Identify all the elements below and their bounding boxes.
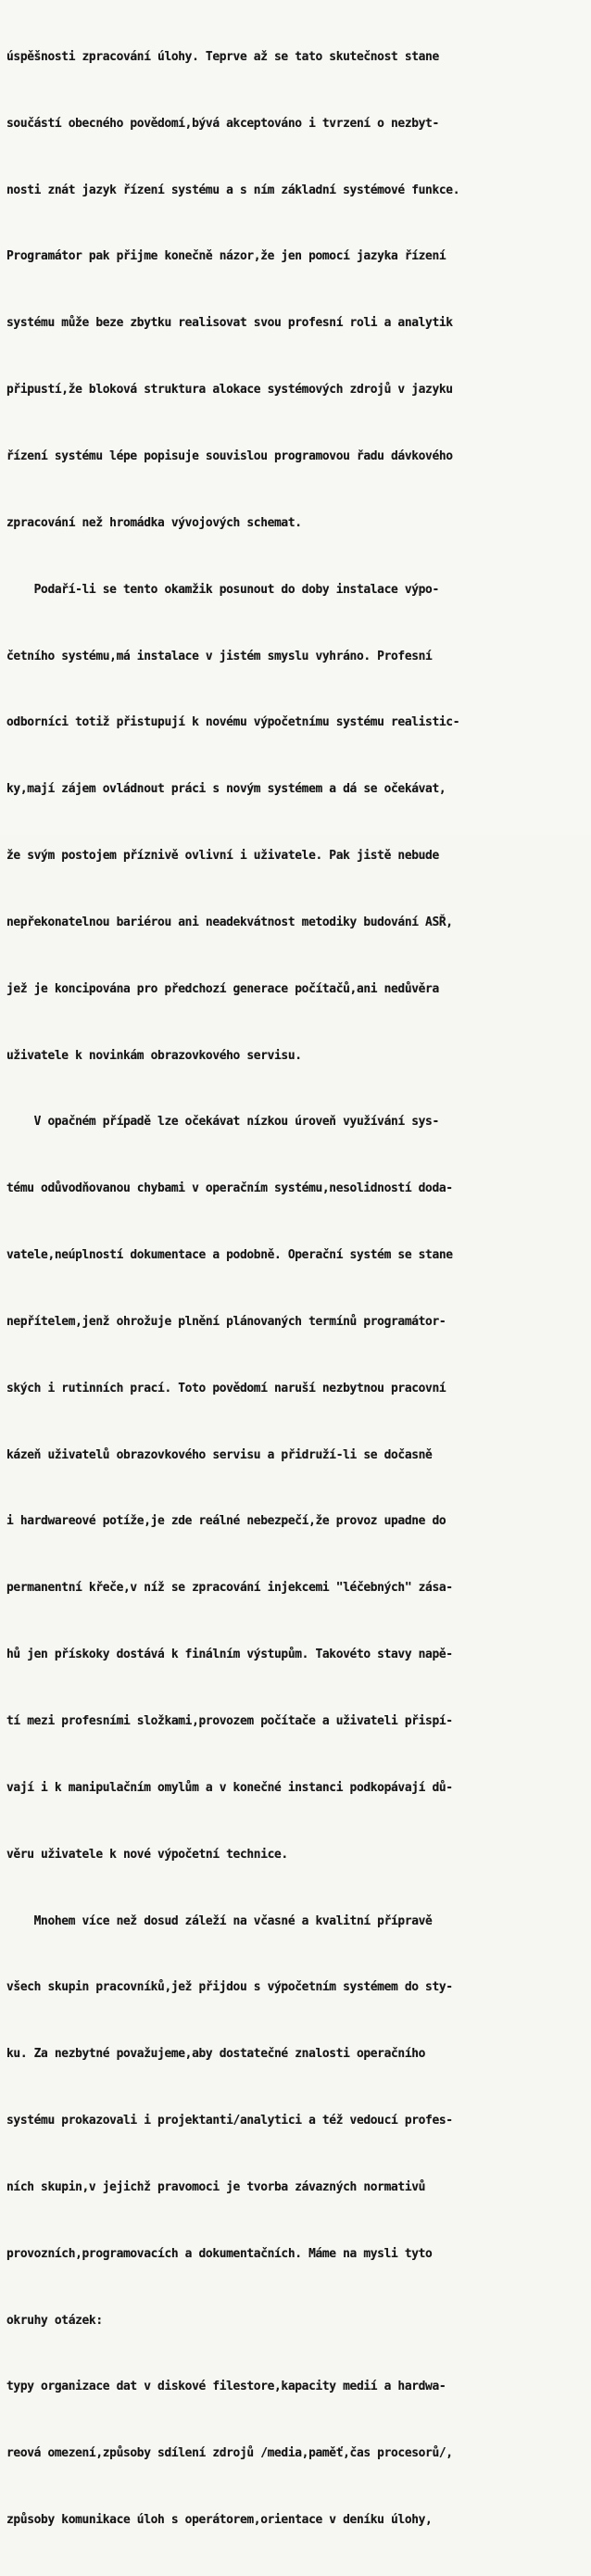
text-line: Mnohem více než dosud záleží na včasné a kvalitní přípravě (6, 1913, 433, 1928)
text-line: nepřítelem,jenž ohrožuje plnění plánovaných termínů programátor- (6, 1314, 446, 1329)
text-line: tému odůvodňovanou chybami v operačním systému,nesolidností doda- (6, 1181, 453, 1196)
text-line: ky,mají zájem ovládnout práci s novým systémem a dá se očekávat, (6, 782, 446, 797)
text-line: hů jen přískoky dostává k finálním výstupům. Takovéto stavy napě- (6, 1648, 453, 1662)
text-line: všech skupin pracovníků,jež přijdou s výpočetním systémem do sty- (6, 1980, 453, 1995)
text-line: vají i k manipulačním omylům a v konečné instanci podkopávají dů- (6, 1780, 453, 1795)
text-line: okruhy otázek: (6, 2313, 103, 2328)
text-line: že svým postojem příznivě ovlivní i uživatele. Pak jistě nebude (6, 849, 439, 864)
text-line: Programátor pak přijme konečně názor,že jen pomocí jazyka řízení (6, 249, 446, 264)
text-line: provozních,programovacích a dokumentačních. Máme na mysli tyto (6, 2246, 433, 2261)
text-line: kázeň uživatelů obrazovkového servisu a přidruží-li se dočasně (6, 1447, 433, 1462)
text-line: řízení systému lépe popisuje souvislou programovou řadu dávkového (6, 448, 453, 463)
text-line: nepřekonatelnou bariérou ani neadekvátnost metodiky budování ASŘ, (6, 915, 453, 929)
text-line: reová omezení,způsoby sdílení zdrojů /media,paměť,čas procesorů/, (6, 2446, 453, 2461)
text-line: systému prokazovali i projektanti/analytici a též vedoucí profes- (6, 2114, 453, 2128)
text-line: ních skupin,v jejichž pravomoci je tvorba závazných normativů (6, 2179, 426, 2194)
text-line: nosti znát jazyk řízení systému a s ním základní systémové funkce. (6, 183, 460, 197)
text-line: vatele,neúplností dokumentace a podobně. Operační systém se stane (6, 1248, 453, 1263)
text-line: ku. Za nezbytné považujeme,aby dostatečné znalosti operačního (6, 2047, 426, 2062)
text-line: tí mezi profesními složkami,provozem počítače a uživateli přispí- (6, 1714, 453, 1728)
text-line: způsoby komunikace úloh s operátorem,orientace v deníku úlohy, (6, 2513, 433, 2528)
text-line: odborníci totiž přistupují k novému výpočetnímu systému realistic- (6, 715, 460, 730)
text-line: Podaří-li se tento okamžik posunout do doby instalace výpo- (6, 582, 439, 597)
text-line: zpracování než hromádka vývojových schemat. (6, 515, 302, 530)
text-line: věru uživatele k nové výpočetní technice. (6, 1847, 288, 1862)
text-line: součástí obecného povědomí,bývá akceptováno i tvrzení o nezbyt- (6, 116, 439, 131)
text-line: V opačném případě lze očekávat nízkou úroveň využívání sys- (6, 1115, 439, 1130)
text-line: typy organizace dat v diskové filestore,kapacity medií a hardwa- (6, 2380, 446, 2394)
text-line: permanentní křeče,v níž se zpracování injekcemi "léčebných" zása- (6, 1581, 453, 1596)
text-line: jež je koncipována pro předchozí generace počítačů,ani nedůvěra (6, 981, 439, 996)
text-line: úspěšnosti zpracování úlohy. Teprve až se tato skutečnost stane (6, 49, 439, 64)
text-line: uživatele k novinkám obrazovkového servisu. (6, 1048, 302, 1063)
text-line: připustí,že bloková struktura alokace systémových zdrojů v jazyku (6, 383, 453, 398)
text-line: systému může beze zbytku realisovat svou profesní roli a analytik (6, 316, 453, 331)
text-line: i hardwareové potíže,je zde reálné nebezpečí,že provoz upadne do (6, 1514, 446, 1529)
typewritten-text (6, 2, 586, 2576)
text-line: ských i rutinních prací. Toto povědomí naruší nezbytnou pracovní (6, 1381, 446, 1395)
text-line: četního systému,má instalace v jistém smyslu vyhráno. Profesní (6, 649, 433, 663)
